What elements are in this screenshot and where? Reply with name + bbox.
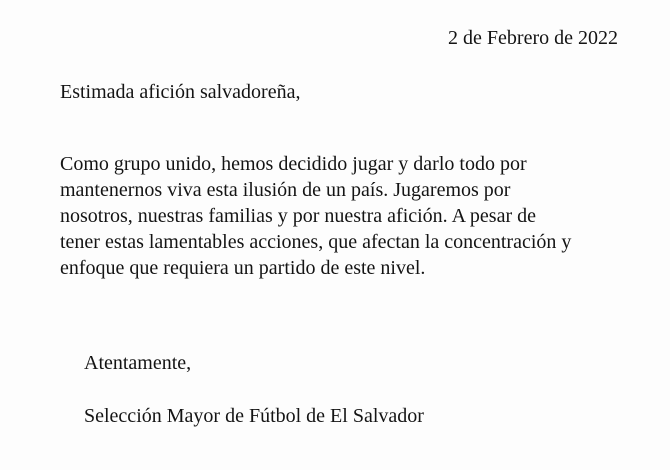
letter-salutation: Estimada afición salvadoreña,	[60, 81, 301, 103]
letter-signature: Selección Mayor de Fútbol de El Salvador	[84, 405, 424, 427]
letter-date: 2 de Febrero de 2022	[448, 27, 618, 49]
letter-body-line: mantenernos viva esta ilusión de un país. Jugaremos por	[60, 179, 511, 201]
letter-body-line: enfoque que requiera un partido de este nivel.	[60, 257, 426, 279]
letter-closing: Atentamente,	[84, 352, 192, 374]
letter-body-line: nosotros, nuestras familias y por nuestra afición. A pesar de	[60, 205, 536, 227]
letter-body	[60, 151, 630, 281]
letter-body-line: Como grupo unido, hemos decidido jugar y darlo todo por	[60, 153, 527, 175]
letter-body-line: tener estas lamentables acciones, que afectan la concentración y	[60, 231, 572, 253]
